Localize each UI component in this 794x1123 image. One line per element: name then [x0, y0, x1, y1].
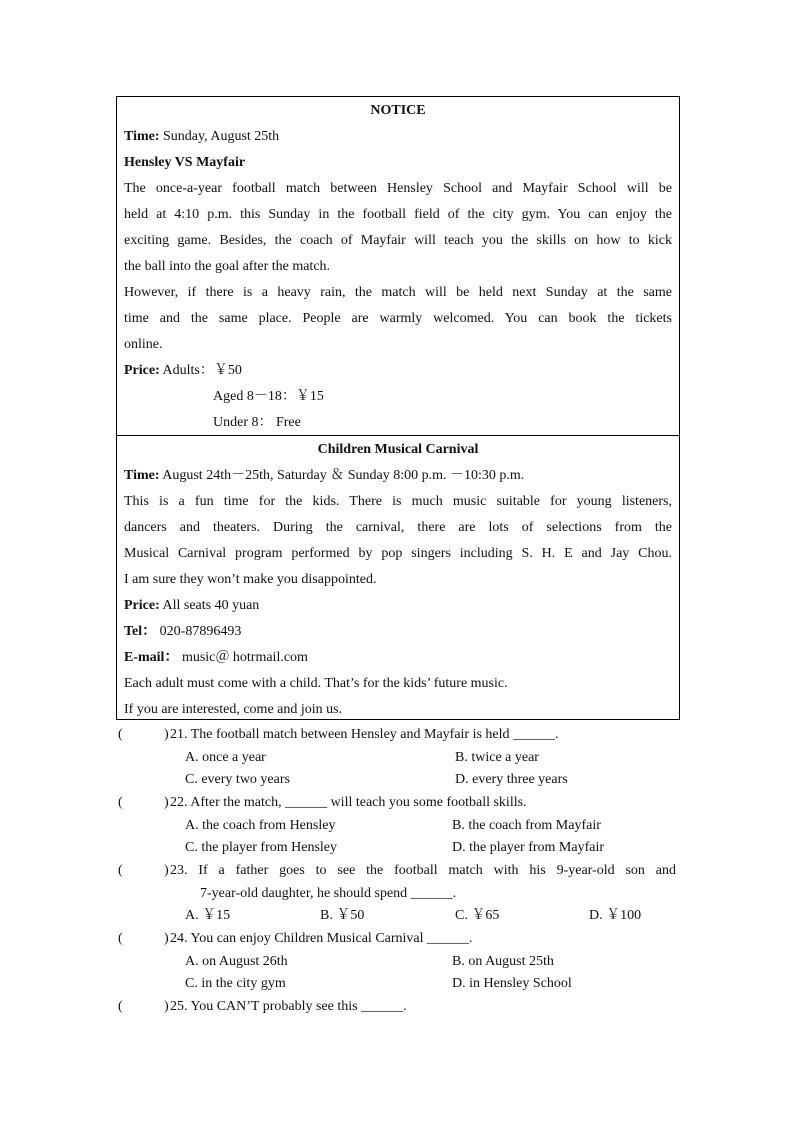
question-text-line2: 7-year-old daughter, he should spend ______. [200, 886, 457, 901]
notice1-para2-line: time and the same place. People are warmly welcomed. You can book the tickets [124, 311, 672, 326]
answer-blank[interactable] [118, 725, 170, 745]
option-c: C. ￥65 [455, 908, 500, 923]
answer-blank[interactable] [118, 997, 170, 1017]
notice-divider [117, 435, 679, 436]
notice2-email [124, 648, 672, 668]
option-b: B. twice a year [455, 750, 539, 765]
question-text: 21. The football match between Hensley and Mayfair is held ______. [170, 727, 559, 742]
option-d: D. the player from Mayfair [452, 840, 604, 855]
option-d: D. in Hensley School [452, 976, 572, 991]
notice2-email-label: E-mail： [124, 650, 179, 665]
notice1-heading: Hensley VS Mayfair [124, 155, 246, 170]
answer-blank[interactable] [118, 861, 170, 881]
option-b: B. the coach from Mayfair [452, 818, 601, 833]
notice1-price-under: Under 8： Free [213, 415, 301, 430]
notice2-time-label: Time: [124, 468, 160, 483]
notice2-para1-line: dancers and theaters. During the carnival, there are lots of selections from the [124, 520, 672, 535]
question-21 [118, 725, 676, 745]
notice2-price-value: All seats 40 yuan [162, 598, 260, 613]
notice2-price [124, 596, 672, 616]
option-d: D. every three years [455, 772, 568, 787]
notice1-time-value: Sunday, August 25th [163, 129, 280, 144]
open-paren: ( [118, 795, 123, 810]
notice1-time [124, 127, 672, 147]
question-text: 23. If a father goes to see the football match with his 9-year-old son and [170, 863, 676, 878]
notice1-price-aged: Aged 8－18：￥15 [213, 389, 324, 404]
option-c: C. in the city gym [185, 976, 286, 991]
close-paren: ) [164, 727, 169, 742]
question-text: 25. You CAN’T probably see this ______. [170, 999, 407, 1014]
option-c: C. the player from Hensley [185, 840, 338, 855]
notice2-tel-value: 020-87896493 [159, 624, 242, 639]
notice-box [116, 96, 680, 720]
notice1-para1-line: The once-a-year football match between Hensley School and Mayfair School will be [124, 181, 672, 196]
close-paren: ) [164, 795, 169, 810]
notice2-para1-line: Musical Carnival program performed by pop singers including S. H. E and Jay Chou. [124, 546, 672, 561]
question-text: 22. After the match, ______ will teach you some football skills. [170, 795, 527, 810]
notice1-price [124, 361, 672, 381]
close-paren: ) [164, 863, 169, 878]
notice2-time-value: August 24th－25th, Saturday ＆ Sunday 8:00 p.m. －10:30 p.m. [162, 468, 525, 483]
question-text: 24. You can enjoy Children Musical Carnival ______. [170, 931, 473, 946]
notice1-title: NOTICE [370, 103, 426, 118]
question-22 [118, 793, 676, 813]
option-d: D. ￥100 [589, 908, 642, 923]
option-c: C. every two years [185, 772, 290, 787]
notice1-para2-line: However, if there is a heavy rain, the match will be held next Sunday at the same [124, 285, 672, 300]
open-paren: ( [118, 863, 123, 878]
notice2-time [124, 466, 672, 486]
question-25 [118, 997, 676, 1017]
option-a: A. ￥15 [185, 908, 231, 923]
open-paren: ( [118, 727, 123, 742]
option-b: B. on August 25th [452, 954, 554, 969]
close-paren: ) [164, 999, 169, 1014]
notice2-para1-line: This is a fun time for the kids. There is much music suitable for young listeners, [124, 494, 672, 509]
option-b: B. ￥50 [320, 908, 365, 923]
notice1-para2-line: online. [124, 337, 163, 352]
notice1-price-adults: Adults：￥50 [162, 363, 242, 378]
notice2-tel [124, 622, 672, 642]
notice2-tel-label: Tel： [124, 624, 157, 639]
answer-blank[interactable] [118, 793, 170, 813]
notice1-time-label: Time: [124, 129, 160, 144]
close-paren: ) [164, 931, 169, 946]
answer-blank[interactable] [118, 929, 170, 949]
open-paren: ( [118, 999, 123, 1014]
question-23 [118, 861, 676, 881]
notice1-para1-line: exciting game. Besides, the coach of Mayfair will teach you the skills on how to kick [124, 233, 672, 248]
notice2-note-line: Each adult must come with a child. That’s for the kids’ future music. [124, 676, 508, 691]
option-a: A. the coach from Hensley [185, 818, 336, 833]
notice2-para1-line: I am sure they won’t make you disappointed. [124, 572, 377, 587]
option-a: A. on August 26th [185, 954, 288, 969]
notice2-note-line: If you are interested, come and join us. [124, 702, 343, 717]
notice2-price-label: Price: [124, 598, 160, 613]
notice1-price-label: Price: [124, 363, 160, 378]
notice1-para1-line: held at 4:10 p.m. this Sunday in the football field of the city gym. You can enjoy the [124, 207, 672, 222]
notice1-para1-line: the ball into the goal after the match. [124, 259, 331, 274]
open-paren: ( [118, 931, 123, 946]
question-24 [118, 929, 676, 949]
notice2-title: Children Musical Carnival [317, 442, 479, 457]
option-a: A. once a year [185, 750, 266, 765]
notice2-email-value: music＠ hotrmail.com [181, 650, 308, 665]
